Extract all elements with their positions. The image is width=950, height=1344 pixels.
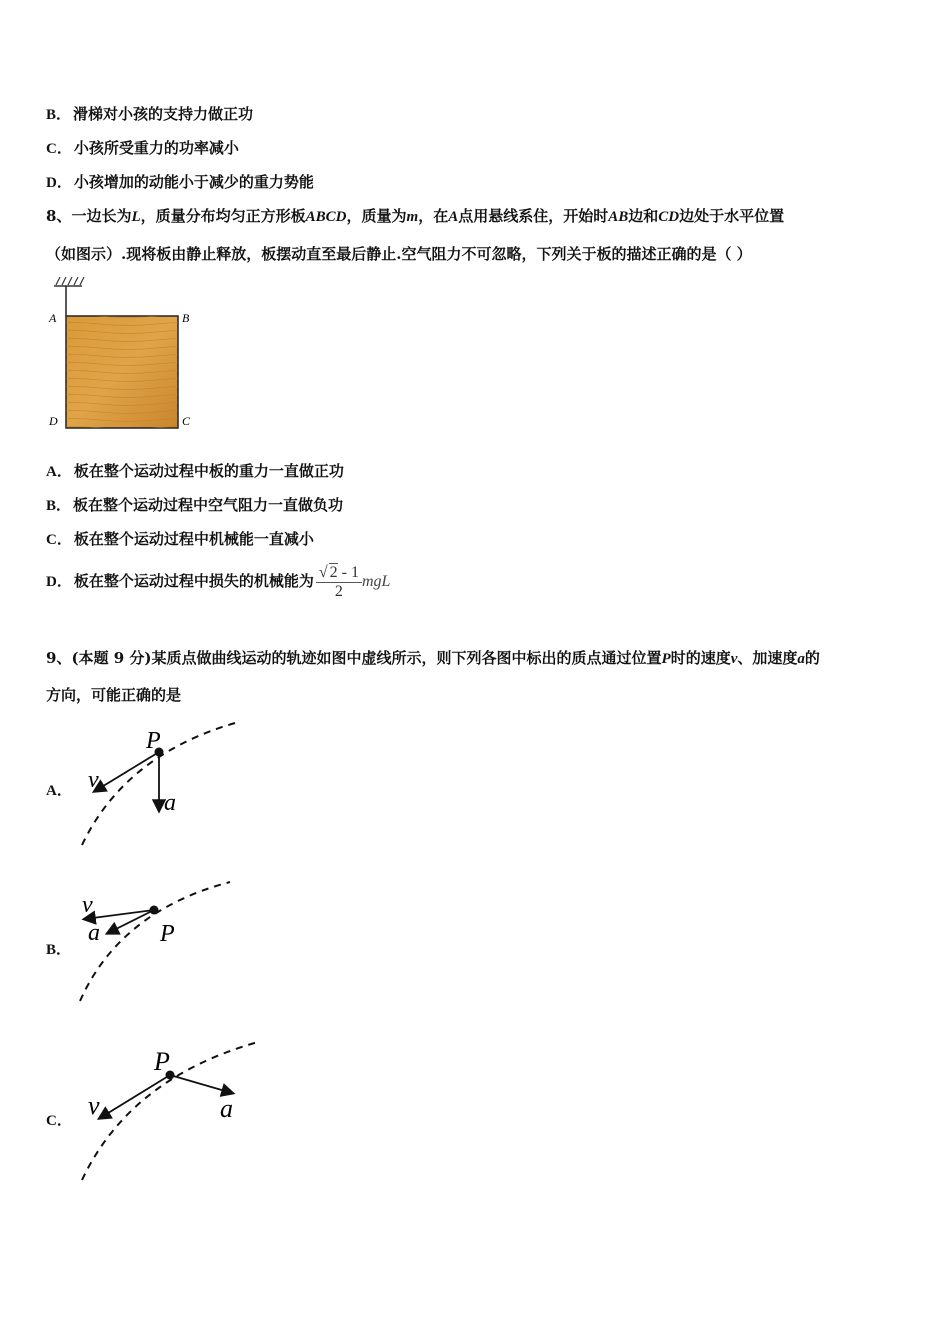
- q9-option-a-label: A．: [46, 783, 72, 799]
- label-c: C: [182, 414, 191, 428]
- velocity-arrow: [95, 752, 159, 791]
- q8-option-a: A． 板在整个运动过程中板的重力一直做正功: [46, 462, 344, 480]
- label-v: v: [82, 892, 93, 918]
- label-b: B: [182, 311, 190, 325]
- label-d: D: [49, 414, 58, 428]
- label-a: a: [164, 790, 176, 816]
- q8-board-figure: [44, 272, 204, 437]
- acceleration-arrow: [170, 1075, 232, 1093]
- label-a: a: [220, 1094, 233, 1123]
- q8-option-c: C． 板在整个运动过程中机械能一直减小: [46, 530, 314, 548]
- q9-stem-line1: 9、(本题 9 分)某质点做曲线运动的轨迹如图中虚线所示，则下列各图中标出的质点通过位置P时的速度v、加速度a的: [46, 649, 820, 667]
- label-p: P: [146, 728, 161, 754]
- ceiling-hatch-icon: [54, 277, 84, 286]
- label-v: v: [88, 767, 99, 793]
- q8-option-d: D． 板在整个运动过程中损失的机械能为 $\frac{√ 2 - 1}{2}$ mgL: [46, 564, 391, 600]
- label-p: P: [154, 1047, 170, 1076]
- label-v: v: [88, 1091, 100, 1120]
- label-a: A: [49, 311, 57, 325]
- velocity-arrow: [100, 1075, 170, 1118]
- q8-option-b: B． 板在整个运动过程中空气阻力一直做负功: [46, 496, 344, 514]
- energy-loss-formula: $\frac{√ 2 - 1}{2}$: [316, 563, 362, 601]
- q8-stem-line2: （如图示）.现将板由静止释放，板摆动直至最后静止.空气阻力不可忽略，下列关于板的描述正确的是（ ）: [46, 245, 752, 263]
- label-a: a: [88, 920, 100, 946]
- trajectory-dashed: [80, 882, 230, 1001]
- q9-figure-c: [70, 1038, 270, 1183]
- prev-option-d: D． 小孩增加的动能小于减少的重力势能: [46, 173, 314, 191]
- q9-figure-a: [70, 715, 250, 850]
- prev-option-b: B． 滑梯对小孩的支持力做正功: [46, 105, 254, 123]
- q9-option-b-label: B．: [46, 942, 72, 958]
- q8-stem-line1: 8、一边长为L，质量分布均匀正方形板ABCD，质量为m，在A点用悬线系住，开始时AB边和CD边处于水平位置: [46, 207, 785, 225]
- label-p: P: [160, 921, 175, 947]
- q9-option-c-label: C．: [46, 1113, 72, 1129]
- q9-figure-b: [70, 876, 250, 1006]
- q9-stem-line2: 方向，可能正确的是: [46, 686, 182, 704]
- prev-option-c: C． 小孩所受重力的功率减小: [46, 139, 239, 157]
